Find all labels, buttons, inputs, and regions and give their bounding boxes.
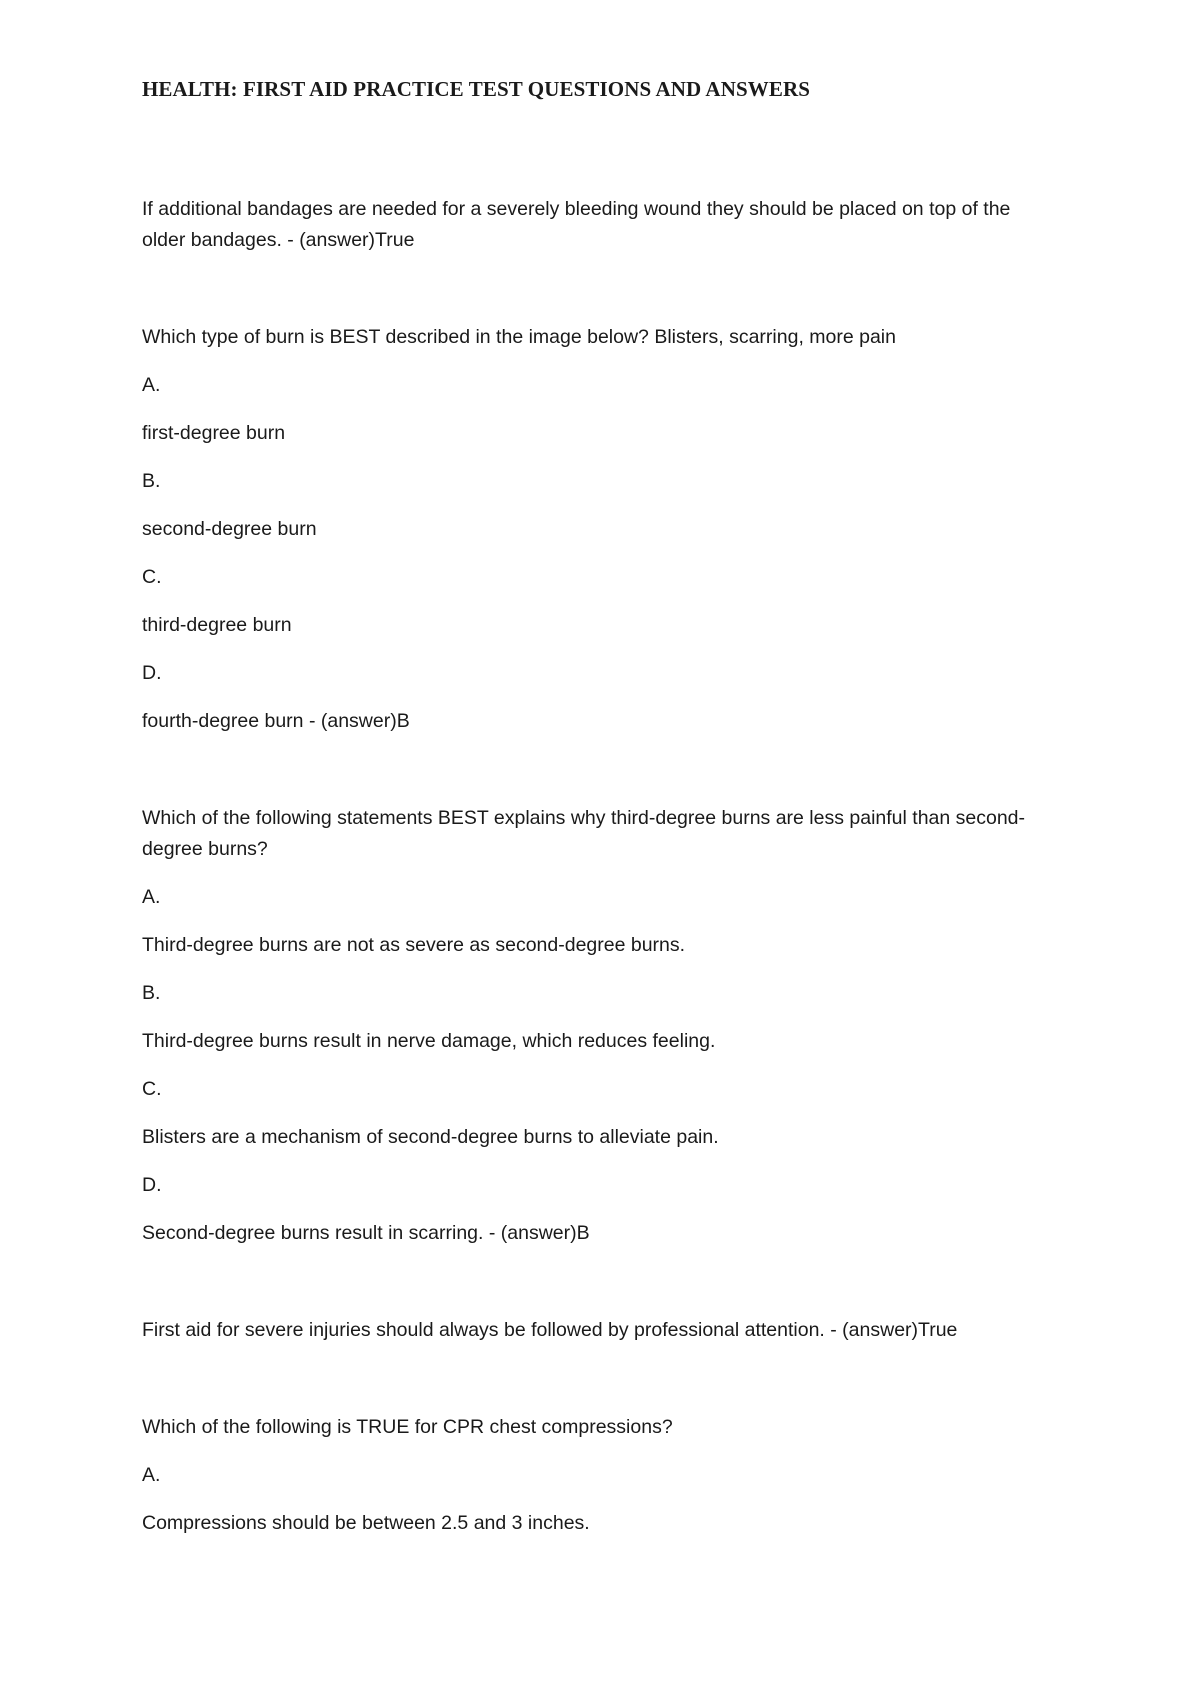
question-2-option-b-letter: B. xyxy=(142,470,161,492)
question-3-option-a-letter: A. xyxy=(142,886,161,908)
question-2-text: Which type of burn is BEST described in the image below? Blisters, scarring, more pain xyxy=(142,326,896,348)
question-3-option-c-text: Blisters are a mechanism of second-degree burns to alleviate pain. xyxy=(142,1126,719,1148)
question-5-option-a-text: Compressions should be between 2.5 and 3 inches. xyxy=(142,1512,590,1534)
question-2-option-c-letter: C. xyxy=(142,566,162,588)
question-3-option-b-letter: B. xyxy=(142,982,161,1004)
question-4-text: First aid for severe injuries should always be followed by professional attention. - (answer)True xyxy=(142,1319,958,1341)
document-content xyxy=(142,76,1062,1539)
question-2-option-a-letter: A. xyxy=(142,374,161,396)
question-3-option-c-letter: C. xyxy=(142,1078,162,1100)
question-2-option-d-letter: D. xyxy=(142,662,162,684)
question-3-option-a-text: Third-degree burns are not as severe as second-degree burns. xyxy=(142,934,686,956)
question-5-option-a-letter: A. xyxy=(142,1464,161,1486)
question-3-text: Which of the following statements BEST explains why third-degree burns are less painful than second-degree burns? xyxy=(142,807,1026,860)
document-title: HEALTH: FIRST AID PRACTICE TEST QUESTIONS AND ANSWERS xyxy=(142,77,810,101)
question-3-option-b-text: Third-degree burns result in nerve damage, which reduces feeling. xyxy=(142,1030,716,1052)
question-1-text: If additional bandages are needed for a severely bleeding wound they should be placed on top of the older bandages. - (answer)True xyxy=(142,198,1011,251)
question-2-option-d-text: fourth-degree burn - (answer)B xyxy=(142,710,410,732)
question-2-option-c-text: third-degree burn xyxy=(142,614,292,636)
question-3-option-d-text: Second-degree burns result in scarring. - (answer)B xyxy=(142,1222,590,1244)
question-3-option-d-letter: D. xyxy=(142,1174,162,1196)
question-2-option-a-text: first-degree burn xyxy=(142,422,286,444)
question-2-option-b-text: second-degree burn xyxy=(142,518,317,540)
question-5-text: Which of the following is TRUE for CPR chest compressions? xyxy=(142,1416,673,1438)
